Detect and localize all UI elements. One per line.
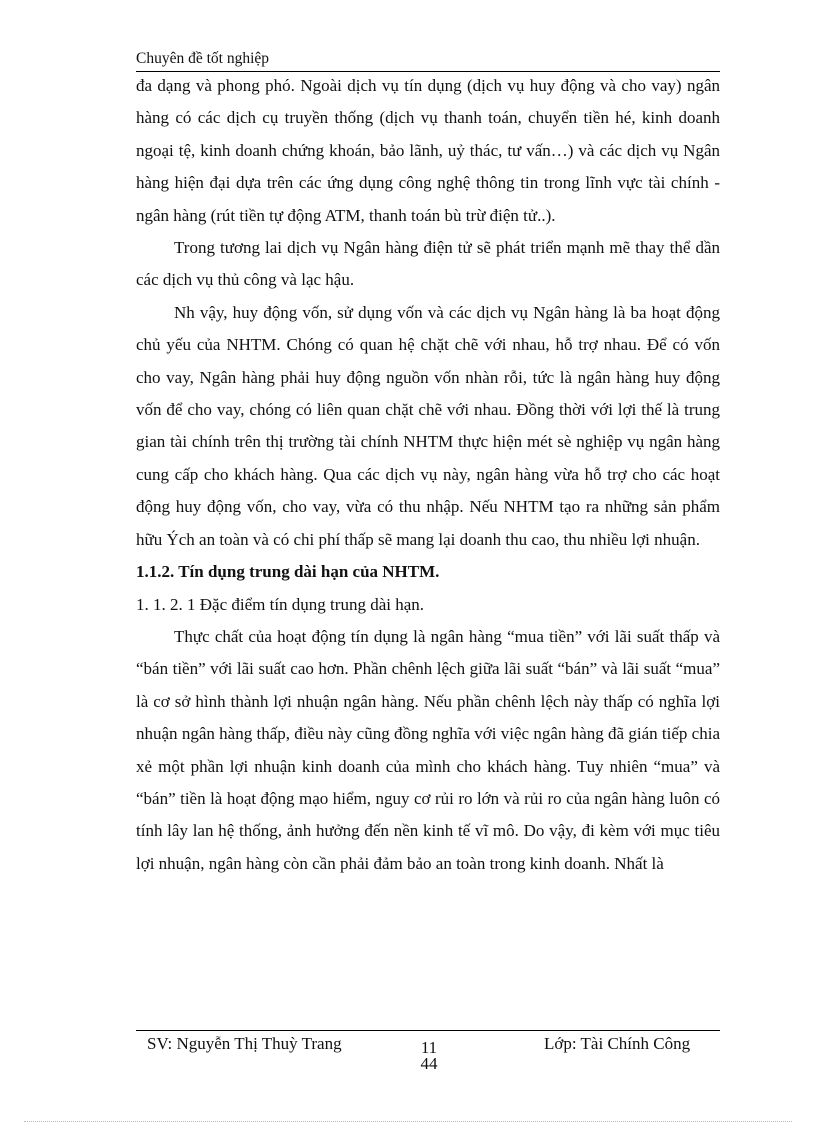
footer-rule [136, 1030, 720, 1031]
footer-class-name: Lớp: Tài Chính Công [544, 1034, 691, 1053]
paragraph: Nh vậy, huy động vốn, sử dụng vốn và các dịch vụ Ngân hàng là ba hoạt động chủ yếu của NHTM. Chóng có quan hệ chặt chẽ với nhau, hỗ trợ nhau. Để có vốn cho vay, Ngân hàng phải huy động nguồn vốn nhàn rỗi, tức là ngân hàng huy động vốn để cho vay, chóng có liên quan chặt chẽ với nhau. Đồng thời với lợi thế là trung gian tài chính trên thị trường tài chính NHTM thực hiện mét sè nghiệp vụ ngân hàng cung cấp cho khách hàng. Qua các dịch vụ này, ngân hàng vừa hỗ trợ cho các hoạt động huy động vốn, cho vay, vừa có thu nhập. Nếu NHTM tạo ra những sản phẩm hữu Ých an toàn và có chi phí thấp sẽ mang lại doanh thu cao, thu nhiều lợi nhuận. [136, 302, 720, 549]
paragraph: Trong tương lai dịch vụ Ngân hàng điện tử sẽ phát triển mạnh mẽ thay thể dần các dịch vụ thủ công và lạc hậu. [136, 238, 720, 290]
page-number [412, 1040, 446, 1072]
page-number-total: 44 [420, 1054, 438, 1073]
body-text [136, 70, 720, 880]
page-header-title: Chuyên đề tốt nghiệp [136, 50, 270, 67]
paragraph-continuation: đa dạng và phong phó. Ngoài dịch vụ tín dụng (dịch vụ huy động và cho vay) ngân hàng có các dịch cụ truyền thống (dịch vụ thanh toán, chuyển tiền hé, kinh doanh ngoại tệ, kinh doanh chứng khoán, bảo lãnh, uỷ thác, tư vấn…) và các dịch vụ Ngân hàng hiện đại dựa trên các ứng dụng công nghệ thông tin trong lĩnh vực tài chính - ngân hàng (rút tiền tự động ATM, thanh toán bù trừ điện tử..). [136, 76, 720, 225]
subsection-heading: 1. 1. 2. 1 Đặc điểm tín dụng trung dài hạn. [136, 594, 425, 614]
paragraph: Thực chất của hoạt động tín dụng là ngân hàng “mua tiền” với lãi suất thấp và “bán tiền” với lãi suất cao hơn. Phần chênh lệch giữa lãi suất “bán” và lãi suất “mua” là cơ sở hình thành lợi nhuận ngân hàng. Nếu phần chênh lệch này thấp có nghĩa lợi nhuận ngân hàng thấp, điều này cũng đồng nghĩa với việc ngân hàng đã gián tiếp chia xẻ một phần lợi nhuận kinh doanh của mình cho khách hàng. Tuy nhiên “mua” và “bán” tiền là hoạt động mạo hiểm, nguy cơ rủi ro lớn và rủi ro của ngân hàng luôn có tính lây lan hệ thống, ảnh hưởng đến nền kinh tế vĩ mô. Do vậy, đi kèm với mục tiêu lợi nhuận, ngân hàng còn cần phải đảm bảo an toàn trong kinh doanh. Nhất là [136, 626, 720, 873]
section-heading: 1.1.2. Tín dụng trung dài hạn của NHTM. [136, 562, 440, 582]
footer-student-name: SV: Nguyễn Thị Thuỳ Trang [147, 1034, 342, 1053]
page-edge-divider [24, 1121, 792, 1122]
page-number-current: 11 [420, 1038, 438, 1057]
